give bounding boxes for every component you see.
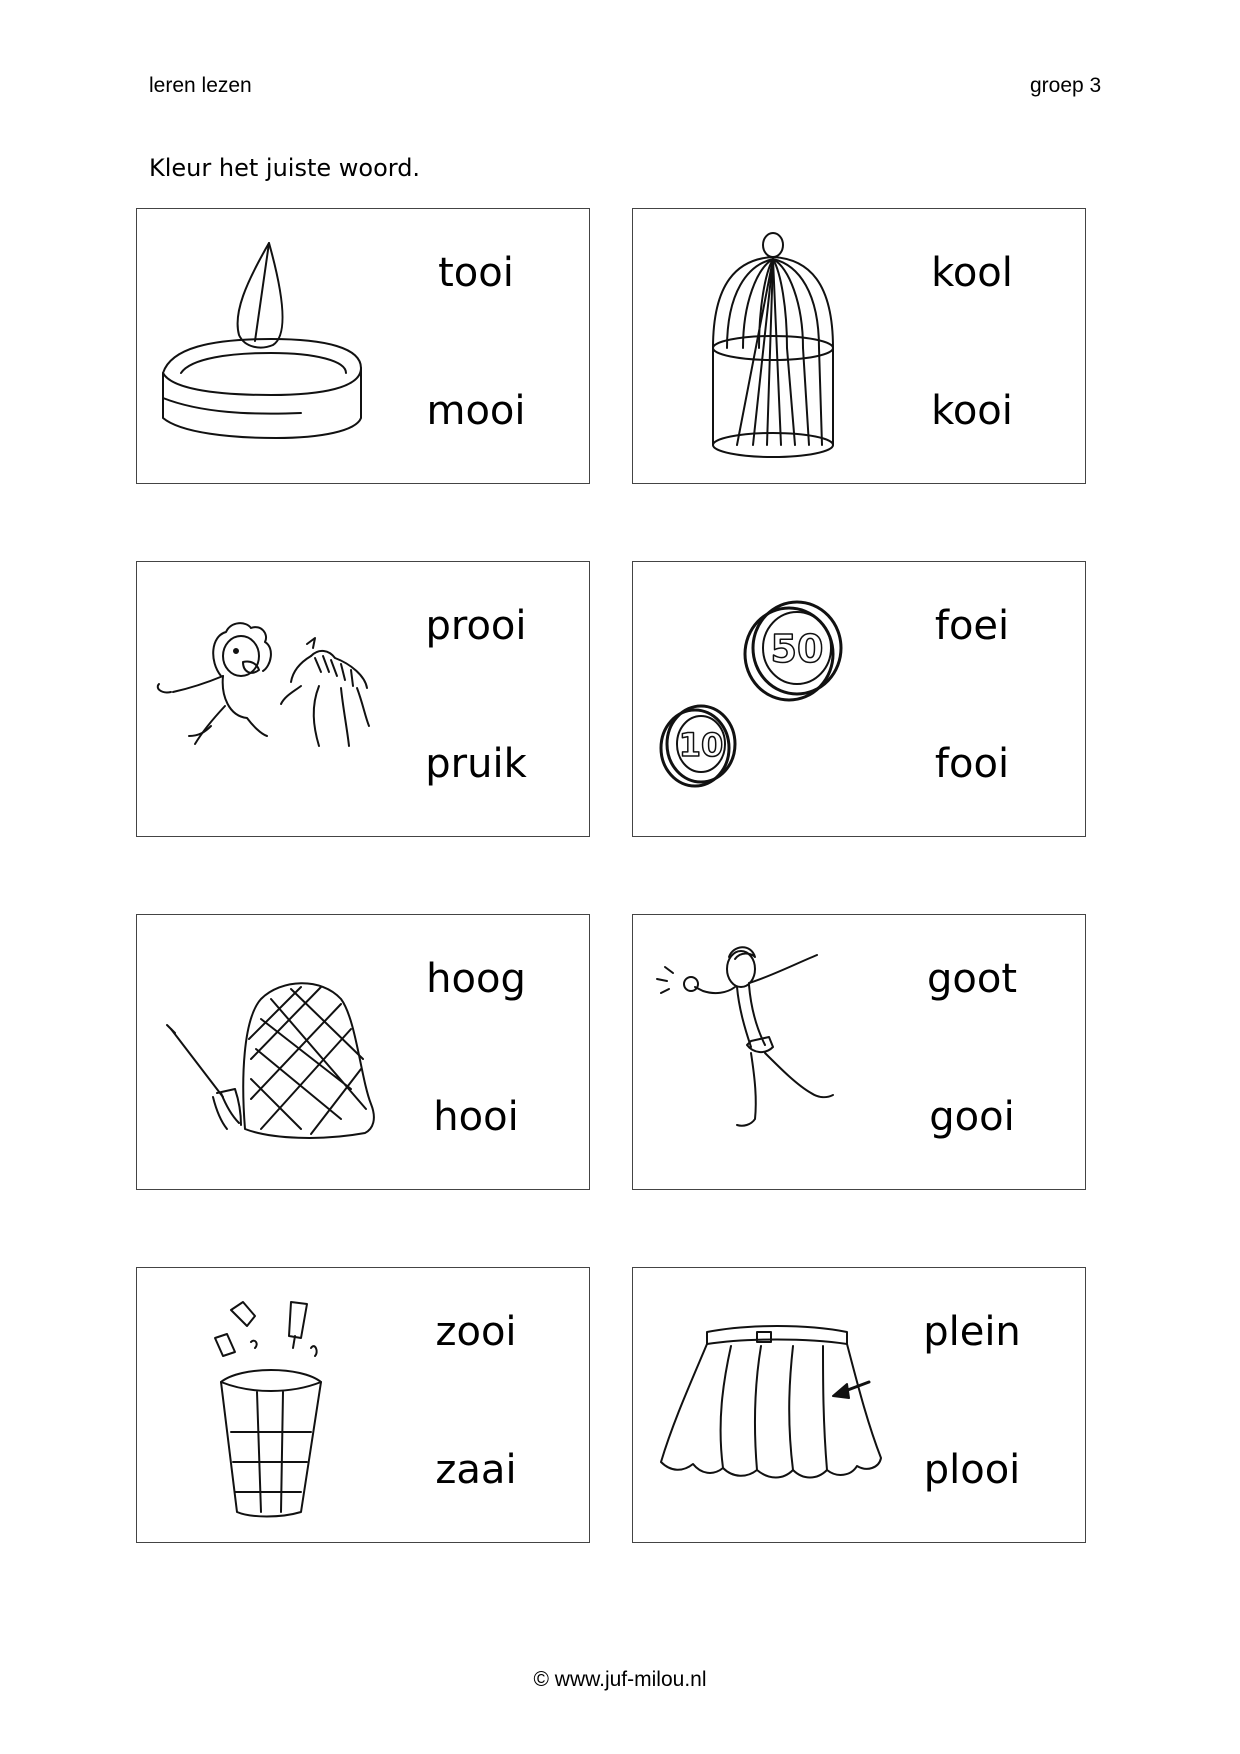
card-lion-zebra <box>136 561 590 837</box>
header-left: leren lezen <box>149 74 252 97</box>
word-option[interactable]: kool <box>931 250 1013 296</box>
card-coins <box>632 561 1086 837</box>
lion-zebra-icon <box>151 576 401 824</box>
word-option[interactable]: zooi <box>435 1309 517 1355</box>
word-option[interactable]: fooi <box>934 741 1010 787</box>
skirt-icon <box>647 1282 897 1530</box>
coin-10-label: 10 <box>678 726 724 764</box>
word-option[interactable]: tooi <box>438 250 514 296</box>
word-option[interactable]: plooi <box>923 1447 1021 1493</box>
birdcage-icon <box>647 223 897 471</box>
footer-copyright: © www.juf-milou.nl <box>533 1668 707 1691</box>
word-option[interactable]: hooi <box>433 1094 519 1140</box>
card-trash-can <box>136 1267 590 1543</box>
word-option[interactable]: plein <box>923 1309 1021 1355</box>
word-option[interactable]: foei <box>934 603 1010 649</box>
haystack-icon <box>151 929 401 1177</box>
word-option[interactable]: kooi <box>931 388 1013 434</box>
header-right: groep 3 <box>1030 74 1102 97</box>
word-option[interactable]: pruik <box>425 741 527 787</box>
trash-can-icon <box>151 1282 401 1530</box>
oil-lamp-icon <box>151 223 401 471</box>
word-option[interactable]: gooi <box>929 1094 1015 1140</box>
coins-icon <box>647 576 897 824</box>
word-option[interactable]: mooi <box>426 388 526 434</box>
card-haystack <box>136 914 590 1190</box>
instruction: Kleur het juiste woord. <box>149 154 421 182</box>
coin-50-label: 50 <box>770 627 824 671</box>
word-option[interactable]: goot <box>926 956 1018 1002</box>
card-skirt <box>632 1267 1086 1543</box>
word-option[interactable]: zaai <box>435 1447 517 1493</box>
card-oil-lamp <box>136 208 590 484</box>
throwing-girl-icon <box>647 929 897 1177</box>
card-throwing-girl <box>632 914 1086 1190</box>
word-option[interactable]: prooi <box>425 603 527 649</box>
word-option[interactable]: hoog <box>426 956 526 1002</box>
card-birdcage <box>632 208 1086 484</box>
